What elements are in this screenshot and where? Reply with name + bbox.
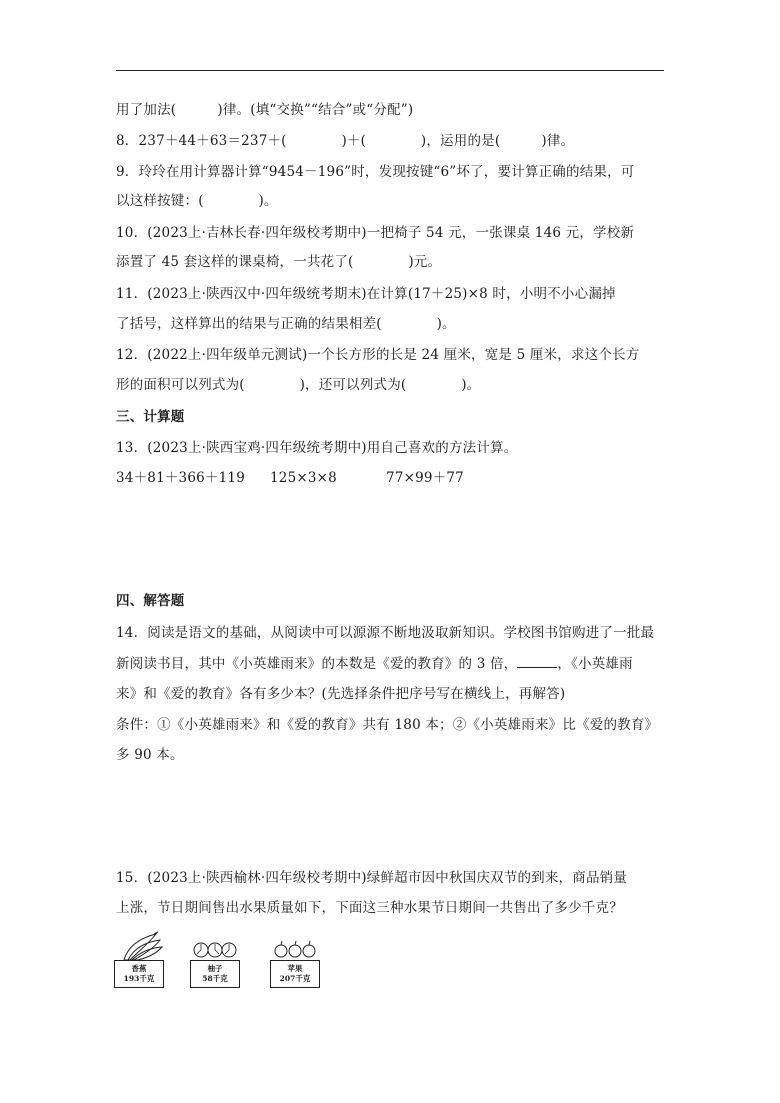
question-14-line-2-tail: ，《小英雄雨	[557, 656, 633, 672]
calc-expressions	[116, 469, 464, 487]
banana-icon	[110, 930, 168, 964]
question-11-line-2: 了括号，这样算出的结果与正确的结果相差( )。	[116, 316, 456, 332]
question-15-line-1: 15．(2023上·陕西榆林·四年级校考期中)绿鲜超市因中秋国庆双节的到来，商品销量	[116, 870, 628, 886]
question-8: 8．237＋44＋63＝237＋( )＋( )，运用的是( )律。	[116, 133, 575, 149]
section-3-heading: 三、计算题	[116, 409, 185, 425]
pomelo-card	[186, 930, 244, 992]
question-14-line-2	[116, 655, 633, 673]
question-11-line-1: 11．(2023上·陕西汉中·四年级统考期末)在计算(17＋25)×8 时，小明不小心漏掉	[116, 286, 616, 302]
banana-name: 香蕉	[131, 964, 147, 973]
question-10-line-1: 10．(2023上·吉林长春·四年级校考期中)一把椅子 54 元，一张课桌 146 元，学校新	[116, 225, 635, 241]
question-9-line-1: 9．玲玲在用计算器计算“9454－196”时，发现按键“6”坏了，要计算正确的结果，可	[116, 164, 635, 180]
question-14-line-3: 来》和《爱的教育》各有多少本？(先选择条件把序号写在横线上，再解答)	[116, 686, 566, 702]
calc-expression-3: 77×99＋77	[386, 470, 464, 486]
calc-expression-2: 125×3×8	[270, 470, 337, 486]
apple-card	[266, 930, 324, 992]
question-12-line-2: 形的面积可以列式为( )，还可以列式为( )。	[116, 377, 481, 393]
fruit-illustrations	[110, 930, 340, 994]
pomelo-label	[190, 960, 240, 988]
pomelo-name: 柚子	[207, 964, 223, 973]
pomelo-weight: 58千克	[202, 974, 228, 983]
apple-name: 苹果	[287, 964, 303, 973]
header-rule	[116, 70, 664, 71]
section-4-heading: 四、解答题	[116, 593, 185, 609]
banana-weight: 193千克	[123, 974, 155, 983]
apple-weight: 207千克	[279, 974, 311, 983]
question-15-line-2: 上涨，节日期间售出水果质量如下，下面这三种水果节日期间一共售出了多少千克？	[116, 900, 623, 916]
apple-label	[270, 960, 320, 988]
question-14-line-2-text: 新阅读书目，其中《小英雄雨来》的本数是《爱的教育》的 3 倍，	[116, 656, 518, 672]
question-10-line-2: 添置了 45 套这样的课桌椅，一共花了( )元。	[116, 254, 442, 270]
pomelo-icon	[186, 930, 244, 964]
question-13: 13．(2023上·陕西宝鸡·四年级统考期中)用自己喜欢的方法计算。	[116, 440, 518, 456]
answer-blank[interactable]	[517, 655, 557, 668]
question-9-line-2: 以这样按键：( )。	[116, 193, 278, 209]
question-7-continued: 用了加法( )律。(填“交换”“结合”或“分配”)	[116, 102, 414, 118]
calc-expression-1: 34＋81＋366＋119	[116, 470, 245, 486]
question-14-conditions: 条件：①《小英雄雨来》和《爱的教育》共有 180 本；②《小英雄雨来》比《爱的教育》	[116, 717, 659, 733]
banana-card	[110, 930, 168, 992]
question-12-line-1: 12．(2022上·四年级单元测试)一个长方形的长是 24 厘米，宽是 5 厘米，求这个长方	[116, 347, 640, 363]
apple-icon	[266, 930, 324, 964]
banana-label	[114, 960, 164, 988]
question-14-line-1: 14．阅读是语文的基础，从阅读中可以源源不断地汲取新知识。学校图书馆购进了一批最	[116, 625, 655, 641]
question-14-line-5: 多 90 本。	[116, 747, 184, 763]
